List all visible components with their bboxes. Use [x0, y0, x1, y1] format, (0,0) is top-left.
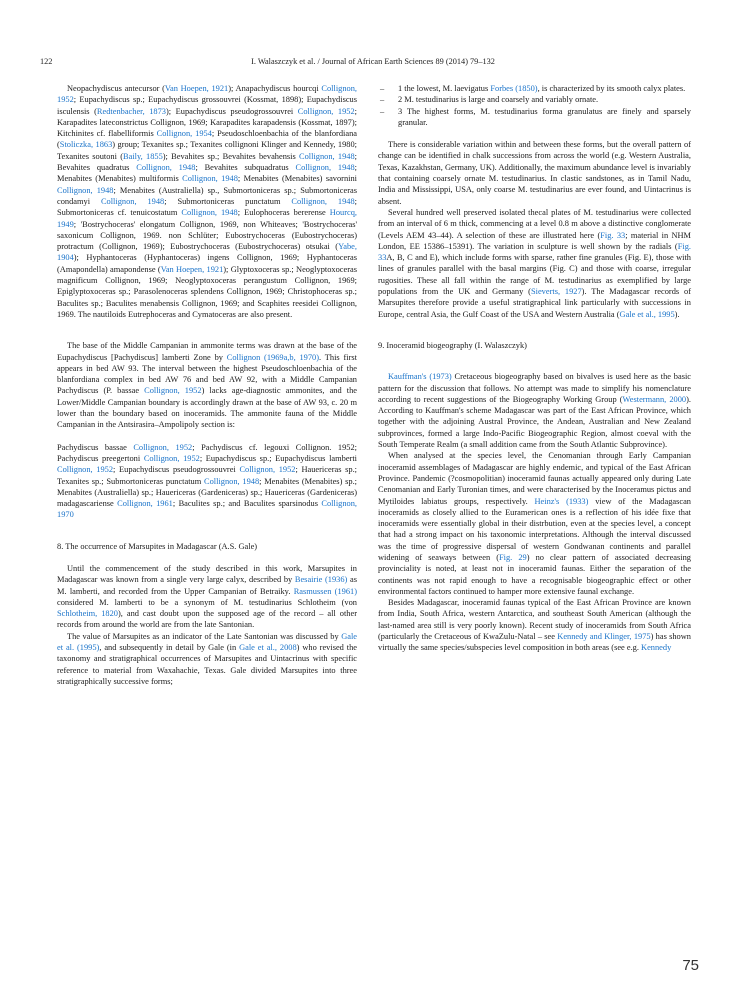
section-9-heading: 9. Inoceramid biogeography (I. Walaszczyk) [378, 340, 527, 350]
citation-link[interactable]: Collignon, 1952 [57, 465, 114, 475]
citation-link[interactable]: Rasmussen (1961) [293, 586, 358, 596]
citation-link[interactable]: Fig. 33 [378, 241, 691, 263]
besides-madagascar-paragraph: Besides Madagascar, inoceramid faunas typical of the East African Province are known from India, South Africa, western Antarctica, and southeast South American (although the last-named area still is very poorly known). Recent study of inoceramids from South Africa (particularly the Cretaceous of KwaZulu-Natal – see Kennedy and Klinger, 1975) has shown virtually the same species/subspecies level composition in both areas (see e.g. Kennedy [378, 598, 691, 653]
citation-link[interactable]: Hourcq, 1949 [57, 208, 357, 229]
citation-link[interactable]: Gale et al., 1995 [619, 309, 675, 319]
faunal-list-middle-campanian: Pachydiscus bassae Collignon, 1952; Pachydiscus cf. legouxi Collignon. 1952; Pachydiscus preegertoni Collignon, 1952; Eupachydiscus sp.; Eupachydiscus lamberti Collignon, 1952; Eupachydiscus pseudogrossouvrei Collignon, 1952; Hauericeras sp.; Texanites sp.; Submortoniceras punctatum Collignon, 1948; Menabites (Menabites) sp.; Menabites (Australiella) sp.; Hauericeras (Gardeniceras) sp.; Hauericeras (Gardeniceras) madagascariense Collignon, 1961; Baculites sp.; and Baculites sparsinodus Collignon, 1970 [57, 442, 357, 520]
form-list-item: – 3 The highest forms, M. testudinarius forma granulatus are finely and sparsely granular. [380, 106, 691, 127]
list-dash: – [380, 106, 385, 116]
citation-link[interactable]: Collignon, 1952 [239, 465, 296, 475]
citation-link[interactable]: Van Hoepen, 1921 [164, 84, 229, 93]
citation-link[interactable]: Collignon, 1954 [156, 129, 212, 139]
citation-link[interactable]: Collignon, 1948 [136, 163, 196, 173]
page-folio: 75 [682, 957, 699, 974]
citation-link[interactable]: Westermann, 2000 [622, 394, 687, 404]
citation-link[interactable]: Collignon, 1952 [297, 106, 355, 116]
section-8-heading: 8. The occurrence of Marsupites in Madagascar (A.S. Gale) [57, 541, 258, 551]
citation-link[interactable]: Collignon, 1948 [181, 208, 238, 218]
citation-link[interactable]: Kauffman's (1973) [388, 372, 452, 382]
right-column [378, 83, 691, 654]
citation-link[interactable]: Collignon, 1948 [100, 196, 165, 206]
citation-link[interactable]: Yabe, 1904 [57, 242, 357, 263]
citation-link[interactable]: Collignon, 1948 [291, 196, 355, 206]
marsupites-forms-list [378, 83, 691, 128]
species-level-paragraph: When analysed at the species level, the Cenomanian through Early Campanian inoceramid assemblages of Madagascar are highly endemic, and typical of the East African Province. Pandemic (?cosmopolitian) inoceramid faunas actually appeared only during Late Cenomanian and Early Turonian times, and were characterised by the Inoceramus pictus and Mytiloides labiatus groups, respectively. Heinz's (1933) view of the Madagascan inoceramids as closely allied to the Euramerican ones is a reflection of his idée fixe that inoceramids were essentially global in their distrbution, even at the species level, a concept that had a strong impact on his taxonomic interpretations. Although the interval discussed was the time of progressive dispersal of western Gondwanan continents and parallel widening of seaways between (Fig. 29) no clear pattern of associated decreasing provinciality is noted, at least not in inoceramid faunas. Either the separation of the continents was not rapid enough to have a recognisable biogeographic effect or other environmental factors continued to hamper more extensive faunal exchange. [378, 451, 691, 596]
citation-link[interactable]: Forbes (1850) [490, 84, 538, 93]
citation-link[interactable]: Baily, 1855 [123, 151, 163, 161]
running-header-journal: I. Walaszczyk et al. / Journal of African Earth Sciences 89 (2014) 79–132 [251, 57, 495, 66]
citation-link[interactable]: Kennedy [641, 643, 672, 653]
list-dash: – [380, 84, 385, 93]
citation-link[interactable]: Collignon, 1952 [57, 84, 357, 105]
citation-link[interactable]: Collignon, 1948 [57, 185, 114, 195]
citation-link[interactable]: Gale et al. (1995) [57, 631, 357, 653]
citation-link[interactable]: Collignon (1969a,b, 1970) [226, 352, 320, 362]
form-list-item: – 2 M. testudinarius is large and coarsely and variably ornate. [380, 95, 599, 105]
citation-link[interactable]: Van Hoepen, 1921 [160, 264, 224, 274]
middle-campanian-base-paragraph: The base of the Middle Campanian in ammonite terms was drawn at the base of the Eupachydiscus [Pachydiscus] lamberti Zone by Collignon (1969a,b, 1970). This first appears in bed AW 93. The interval between the highest Pseudoschloenbachia of the blanfordiana complex in bed AW 76 and bed AW 92, with a Middle Campanian Pachydiscus (P. bassae Collignon, 1952) lacks age-diagnostic ammonites, and the Lower/Middle Campanian boundary is accordingly drawn at the base of AW 93, c. 20 m lower than the boundary based on inoceramids. The ammonite fauna of the Middle Campanian in the Antsirasira–Ampolipoly section is: [57, 341, 357, 430]
citation-link[interactable]: Stoliczka, 1863 [59, 140, 113, 150]
citation-link[interactable]: Kennedy and Klinger, 1975 [557, 632, 651, 642]
citation-link[interactable]: Collignon, 1961 [117, 499, 173, 509]
thecal-plates-paragraph: Several hundred well preserved isolated thecal plates of M. testudinarius were collected from an interval of 6 m thick, commencing at a level 0.8 m above a distinctive conglomerate (Levels AEM 43–44). A selection of these are illustrated here (Fig. 33; material in NHM London, EE 15386–15391). The variation in sculpture is well shown by the radials (Fig. 33A, B, C and E), which include forms with sparse, rather fine granules (Fig. E), those with lines of granules parallel with the basal margins (Fig. C) and those with coarse, irregular rugosities. These all fall within the range of M. testudinarius as exemplified by large populations from the UK and Germany (Sieverts, 1927). The Madagascar records of Marsupites therefore provide a useful stratigraphical link particularly with successions in Europe, central Asia, the Gulf Coast of the USA and Western Australia (Gale et al., 1995). [378, 207, 691, 319]
form-list-item: – 1 the lowest, M. laevigatus Forbes (1850), is characterized by its smooth calyx plates. [380, 84, 686, 93]
variation-paragraph: There is considerable variation within and between these forms, but the overall pattern of change can be identified in chalk successions from across the world (e.g. Western Australia, Texas, Kazakhstan, Germany, UK). Additionally, the maximum abundance level is invariably that containing coarsely ornate M. testudinarius. In clastic sandstones, as in Tamil Nadu, India and Mississippi, USA, only coarse M. testudinarius are ever found, and Uintacrinus is absent. [378, 140, 691, 206]
citation-link[interactable]: Collignon, 1948 [295, 163, 355, 173]
kauffman-paragraph: Kauffman's (1973) Cretaceous biogeography based on bivalves is used here as the basic pattern for the discussion that follows. No attempt was made to simplify his nomenclature according to recent suggestions of the Biogeography Working Group (Westermann, 2000). According to Kauffman's scheme Madagascar was part of the East African Province, which together with the adjoining Austral Province, the Andean, Australian and New Zealand subprovinces, formed a large Indo-Pacific Biogeographic Region, almost coeval with the South Temperate Realm (a small addition came from the South Atlantic Subprovince). [378, 372, 692, 450]
section-8-paragraph-1: Until the commencement of the study described in this work, Marsupites in Madagascar was known from a single very large calyx, described by Besairie (1936) as M. lamberti, and recorded from the Upper Campanian of Betraiky. Rasmussen (1961) considered M. lamberti to be a synonym of M. testudinarius Schlotheim (von Schlotheim, 1820), and cast doubt upon the supposed age of the record – all other records from around the world are from the late Santonian. [57, 563, 358, 630]
citation-link[interactable]: Gale et al., 2008 [239, 643, 297, 653]
citation-link[interactable]: Collignon, 1952 [133, 442, 193, 452]
citation-link[interactable]: Heinz's (1933) [534, 496, 589, 506]
citation-link[interactable]: Fig. 29 [499, 552, 527, 562]
left-column [57, 83, 357, 687]
citation-link[interactable]: Collignon, 1948 [182, 174, 238, 184]
faunal-list-lower-campanian: Neopachydiscus antecursor (Van Hoepen, 1921); Anapachydiscus hourcqi Collignon, 1952; Eupachydiscus sp.; Eupachydiscus grossouvrei (Kossmat, 1898); Eupachydiscus isculensis (Redtenbacher, 1873); Eupachydiscus pseudogrossouvrei Collignon, 1952; Karapadites lateconstrictus Collignon, 1969; Karapadites karapadensis (Kossmat, 1897); Kitchinites cf. flabelliformis Collignon, 1954; Pseudoschloenbachia of the blanfordiana (Stoliczka, 1863) group; Texanites sp.; Texanites collignoni Klinger and Kennedy, 1980; Texanites soutoni (Baily, 1855); Bevahites sp.; Bevahites bevahensis Collignon, 1948; Bevahites quadratus Collignon, 1948; Bevahites subquadratus Collignon, 1948; Menabites (Menabites) multiformis Collignon, 1948; Menabites (Menabites) savornini Collignon, 1948; Menabites (Australiella) sp., Submortoniceras sp.; Submortoniceras condamyi Collignon, 1948; Submortoniceras punctatum Collignon, 1948; Submortoniceras cf. tenuicostatum Collignon, 1948; Eulophoceras bererense Hourcq, 1949; 'Bostrychoceras' elongatum Collignon, 1969, non Whiteaves; 'Bostrychoceras' saxonicum Collignon, 1969. non Schlüter; Eubostrychoceras (Eubostrychoceras) protractum (Collignon, 1969); Eubostrychoceras (Eubostrychoceras) otsukai (Yabe, 1904); Hyphantoceras (Hyphantoceras) ingens Collignon, 1969; Hyphantoceras (Amapondella) amapondense (Van Hoepen, 1921); Glyptoxoceras sp.; Neoglyptoxoceras magnificum Collignon, 1969; Neoglyptoxoceras perangustum Collignon, 1969; Epiglyptoxoceras sp.; Parasolenoceras splendens Collignon, 1969; Christophoceras sp.; Baculites sp.; Baculites menabensis Collignon, 1969; and Scaphites reesidei Collignon, 1969. The nautiloids Eutrephoceras and Cymatoceras are also present. [57, 84, 357, 319]
citation-link[interactable]: Collignon, 1952 [143, 453, 200, 463]
citation-link[interactable]: Sieverts, 1927 [530, 287, 582, 297]
citation-link[interactable]: Fig. 33 [600, 230, 626, 240]
citation-link[interactable]: Redtenbacher, 1873 [96, 106, 166, 116]
citation-link[interactable]: Collignon, 1948 [299, 151, 355, 161]
citation-link[interactable]: Collignon, 1948 [204, 476, 260, 486]
citation-link[interactable]: Collignon, 1970 [57, 499, 357, 520]
running-header-page-number: 122 [40, 57, 53, 66]
list-dash: – [380, 95, 385, 105]
citation-link[interactable]: Besairie (1936) [294, 575, 348, 585]
citation-link[interactable]: Schlotheim, 1820 [57, 609, 118, 619]
section-8-paragraph-2: The value of Marsupites as an indicator of the Late Santonian was discussed by Gale et al. (1995), and subsequently in detail by Gale (in Gale et al., 2008) who revised the taxonomy and stratigraphical occurrences of Marsupites and Uintacrinus with specific reference to material from Waxahachie, Texas. Gale divided Marsupites into three stratigraphically successive forms; [57, 631, 357, 686]
citation-link[interactable]: Collignon, 1952 [144, 386, 202, 396]
